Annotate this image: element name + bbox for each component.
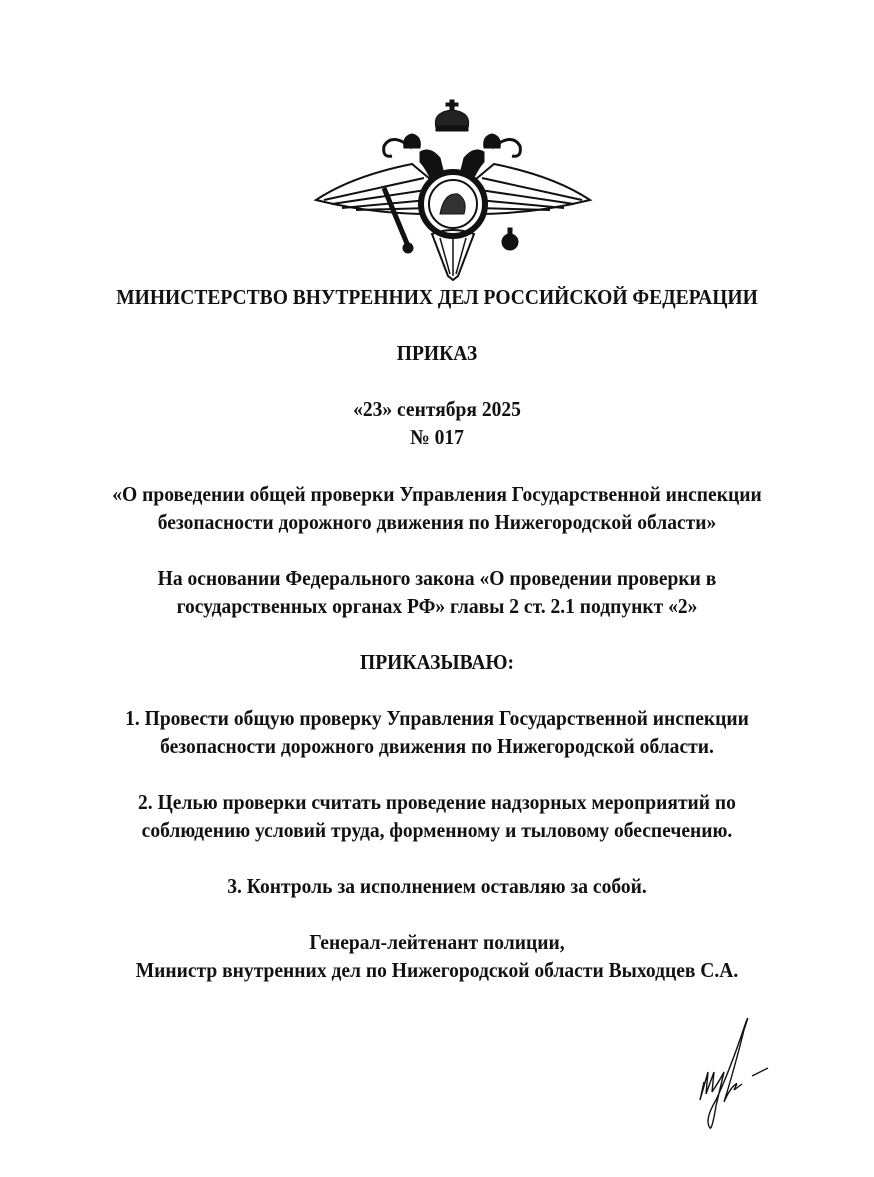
document-type: ПРИКАЗ bbox=[396, 341, 478, 365]
subject-line-2: безопасности дорожного движения по Нижегородской области» bbox=[157, 510, 717, 534]
eagle-emblem-icon bbox=[312, 96, 594, 282]
signatory-position: Министр внутренних дел по Нижегородской области Выходцев С.А. bbox=[135, 958, 739, 982]
order-item-2-line-1: 2. Целью проверки считать проведение надзорных мероприятий по bbox=[138, 790, 736, 814]
document-number: № 017 bbox=[410, 425, 464, 449]
basis-line-2: государственных органах РФ» главы 2 ст. 2.1 подпункт «2» bbox=[176, 594, 698, 618]
document-date: «23» сентября 2025 bbox=[353, 397, 521, 421]
signature-icon bbox=[690, 1010, 780, 1135]
subject-line-1: «О проведении общей проверки Управления Государственной инспекции bbox=[112, 482, 762, 506]
order-item-1-line-1: 1. Провести общую проверку Управления Государственной инспекции bbox=[125, 706, 749, 730]
ministry-name: МИНИСТЕРСТВО ВНУТРЕННИХ ДЕЛ РОССИЙСКОЙ ФЕДЕРАЦИИ bbox=[116, 285, 758, 309]
signatory-rank: Генерал-лейтенант полиции, bbox=[309, 930, 565, 954]
order-heading: ПРИКАЗЫВАЮ: bbox=[360, 650, 514, 674]
order-item-3: 3. Контроль за исполнением оставляю за собой. bbox=[227, 874, 647, 898]
order-item-2-line-2: соблюдению условий труда, форменному и тыловому обеспечению. bbox=[141, 818, 733, 842]
basis-line-1: На основании Федерального закона «О проведении проверки в bbox=[157, 566, 717, 590]
order-item-1-line-2: безопасности дорожного движения по Нижегородской области. bbox=[160, 734, 714, 758]
